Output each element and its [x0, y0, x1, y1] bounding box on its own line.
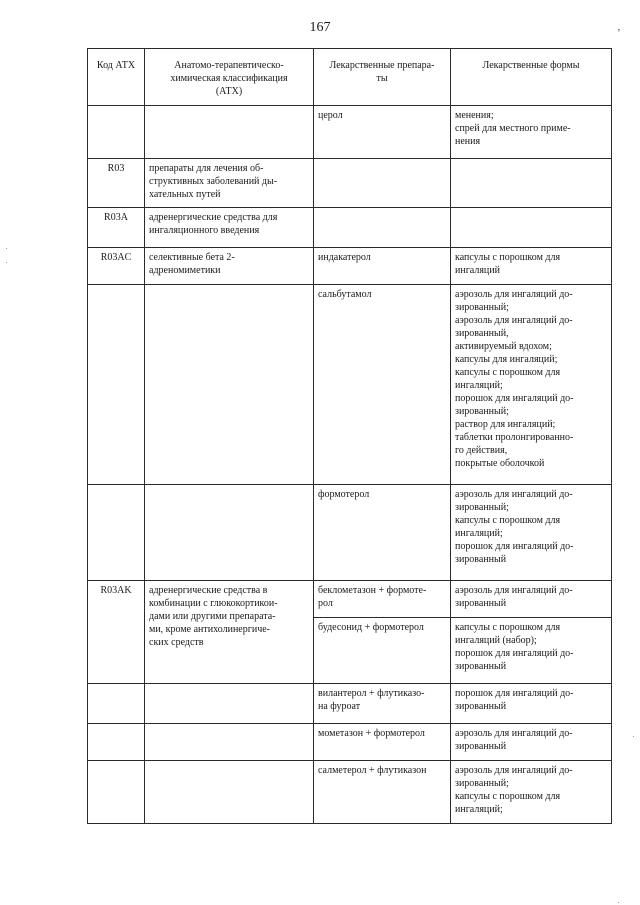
cell-text-line: Лекарственные формы	[482, 60, 580, 71]
cell-text-line: адреномиметики	[149, 265, 221, 276]
row-classification	[145, 761, 314, 824]
cell-text-line: церол	[318, 110, 343, 121]
cell-text-line: ингаляций;	[455, 528, 503, 539]
cell-text-line: адренергические средства для	[149, 212, 278, 223]
cell-text-line: го действия,	[455, 445, 508, 456]
table-row	[88, 581, 612, 618]
cell-text-line: аэрозоль для ингаляций до-	[455, 585, 573, 596]
corner-mark: ’	[617, 27, 621, 39]
scan-speck	[633, 736, 634, 737]
cell-text-line: капсулы с порошком для	[455, 252, 561, 263]
row-code	[88, 761, 145, 824]
row-forms	[451, 618, 612, 684]
row-classification	[145, 684, 314, 724]
cell-text-line: порошок для ингаляций до-	[455, 688, 574, 699]
cell-text-line: зированный	[455, 598, 507, 609]
cell-text-line: ми, кроме антихолинергиче-	[149, 624, 270, 635]
cell-text-line: сальбутамол	[318, 289, 372, 300]
cell-text-line: покрытые оболочкой	[455, 458, 545, 469]
cell-text-line: хательных путей	[149, 189, 221, 200]
cell-text-line: ингаляций (набор);	[455, 635, 537, 646]
cell-text-line: активируемый вдохом;	[455, 341, 552, 352]
header-drugs	[314, 49, 451, 106]
row-code: R03A	[88, 208, 145, 248]
row-drug	[314, 159, 451, 208]
row-drug	[314, 485, 451, 581]
cell-text-line: будесонид + формотерол	[318, 622, 424, 633]
cell-text-line: аэрозоль для ингаляций до-	[455, 728, 573, 739]
cell-text-line: ты	[376, 73, 388, 84]
cell-text-line: рол	[318, 598, 333, 609]
cell-text-line: таблетки пролонгированно-	[455, 432, 574, 443]
cell-text-line: ингаляционного введения	[149, 225, 260, 236]
table-row	[88, 485, 612, 581]
header-code	[88, 49, 145, 106]
table-row	[88, 159, 612, 208]
row-drug	[314, 248, 451, 285]
table-row	[88, 684, 612, 724]
cell-text-line: аэрозоль для ингаляций до-	[455, 315, 573, 326]
cell-text-line: зированный;	[455, 502, 509, 513]
row-code	[88, 684, 145, 724]
cell-text-line: капсулы с порошком для	[455, 791, 561, 802]
row-forms	[451, 208, 612, 248]
cell-text-line: зированный;	[455, 406, 509, 417]
header-classification	[145, 49, 314, 106]
cell-text-line: индакатерол	[318, 252, 371, 263]
cell-text-line: зированный;	[455, 302, 509, 313]
cell-text-line: Код АТХ	[96, 60, 136, 71]
row-forms	[451, 724, 612, 761]
row-classification	[145, 581, 314, 684]
table-row	[88, 761, 612, 824]
cell-text-line: комбинации с глюкокортикои-	[149, 598, 278, 609]
row-forms	[451, 761, 612, 824]
cell-text-line: адренергические средства в	[149, 585, 268, 596]
cell-text-line: аэрозоль для ингаляций до-	[455, 489, 573, 500]
cell-text-line: капсулы для ингаляций;	[455, 354, 558, 365]
cell-text-line: аэрозоль для ингаляций до-	[455, 289, 573, 300]
cell-text-line: вилантерол + флутиказо-	[318, 688, 425, 699]
scan-speck	[618, 902, 619, 903]
cell-text-line: зированный	[455, 554, 507, 565]
row-classification	[145, 248, 314, 285]
cell-text-line: ингаляций	[455, 265, 500, 276]
cell-text-line: ингаляций;	[455, 804, 503, 815]
cell-text-line: зированный	[455, 661, 507, 672]
row-forms	[451, 106, 612, 159]
row-forms	[451, 485, 612, 581]
row-drug	[314, 684, 451, 724]
cell-text-line: Анатомо-терапевтическо-	[174, 60, 284, 71]
cell-text-line: зированный	[455, 741, 507, 752]
scan-speck	[6, 262, 7, 263]
cell-text-line: структивных заболеваний ды-	[149, 176, 278, 187]
cell-text-line: капсулы с порошком для	[455, 367, 561, 378]
cell-text-line: раствор для ингаляций;	[455, 419, 556, 430]
row-code	[88, 285, 145, 485]
table-row	[88, 724, 612, 761]
row-classification	[145, 208, 314, 248]
row-code	[88, 724, 145, 761]
row-forms	[451, 581, 612, 618]
row-code	[88, 106, 145, 159]
cell-text-line: селективные бета 2-	[149, 252, 235, 263]
row-drug	[314, 106, 451, 159]
row-forms	[451, 684, 612, 724]
cell-text-line: менения;	[455, 110, 494, 121]
cell-text-line: препараты для лечения об-	[149, 163, 264, 174]
atx-table	[87, 48, 612, 824]
cell-text-line: спрей для местного приме-	[455, 123, 571, 134]
page-number: 167	[309, 20, 331, 35]
row-code	[88, 485, 145, 581]
table-header-row	[88, 49, 612, 106]
cell-text-line: дами или другими препарата-	[149, 611, 276, 622]
cell-text-line: мометазон + формотерол	[318, 728, 425, 739]
cell-text-line: (АТХ)	[215, 86, 243, 97]
cell-text-line: химическая классификация	[170, 73, 288, 84]
row-drug	[314, 724, 451, 761]
cell-text-line: зированный;	[455, 778, 509, 789]
row-forms	[451, 285, 612, 485]
row-classification	[145, 285, 314, 485]
cell-text-line: зированный,	[455, 328, 509, 339]
row-code: R03AK	[88, 581, 145, 684]
row-code: R03	[88, 159, 145, 208]
cell-text-line: на фуроат	[318, 701, 361, 712]
cell-text-line: беклометазон + формоте-	[318, 585, 427, 596]
cell-text-line: порошок для ингаляций до-	[455, 648, 574, 659]
table-row	[88, 208, 612, 248]
cell-text-line: нения	[455, 136, 481, 147]
scan-speck	[6, 248, 7, 249]
cell-text-line: формотерол	[318, 489, 370, 500]
cell-text-line: салметерол + флутиказон	[318, 765, 427, 776]
row-drug	[314, 285, 451, 485]
cell-text-line: зированный	[455, 701, 507, 712]
cell-text-line: ских средств	[149, 637, 204, 648]
row-drug	[314, 761, 451, 824]
cell-text-line: порошок для ингаляций до-	[455, 541, 574, 552]
row-forms	[451, 248, 612, 285]
table-row	[88, 248, 612, 285]
cell-text-line: аэрозоль для ингаляций до-	[455, 765, 573, 776]
cell-text-line: Лекарственные препара-	[329, 60, 435, 71]
table-row	[88, 106, 612, 159]
row-drug	[314, 618, 451, 684]
cell-text-line: капсулы с порошком для	[455, 622, 561, 633]
row-classification	[145, 106, 314, 159]
cell-text-line: капсулы с порошком для	[455, 515, 561, 526]
row-classification	[145, 724, 314, 761]
row-drug	[314, 581, 451, 618]
row-drug	[314, 208, 451, 248]
cell-text-line: порошок для ингаляций до-	[455, 393, 574, 404]
row-forms	[451, 159, 612, 208]
header-forms	[451, 49, 612, 106]
cell-text-line: ингаляций;	[455, 380, 503, 391]
row-code: R03AC	[88, 248, 145, 285]
table-row	[88, 285, 612, 485]
row-classification	[145, 485, 314, 581]
row-classification	[145, 159, 314, 208]
